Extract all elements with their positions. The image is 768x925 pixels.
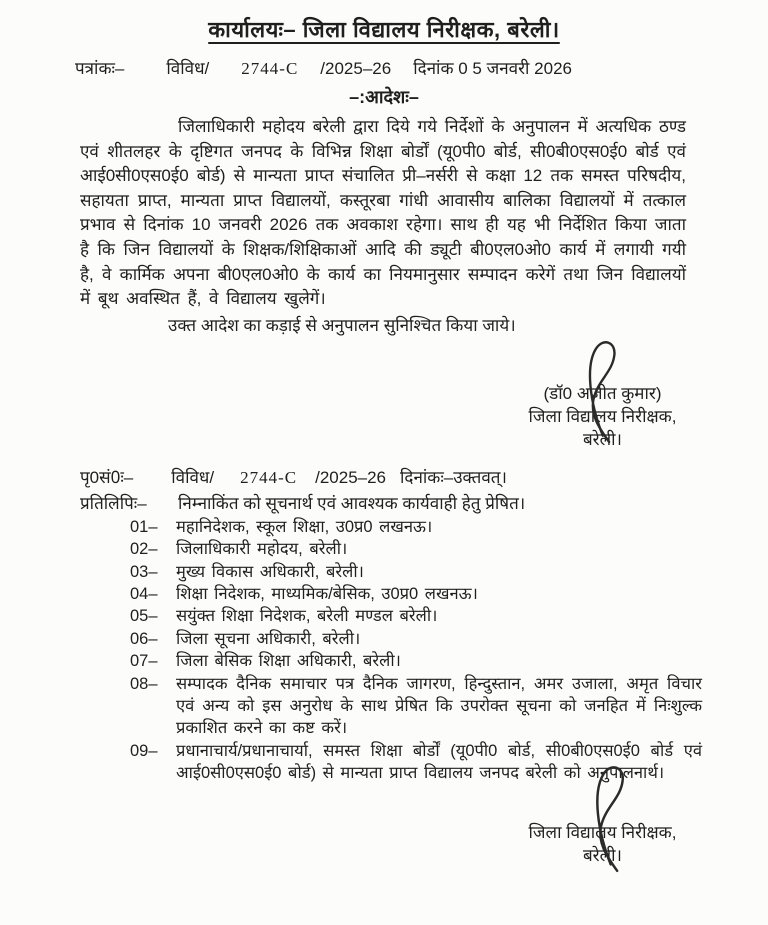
endorsement-label: पृ0सं0ः–: [80, 467, 134, 487]
letterhead-title: कार्यालयः– जिला विद्यालय निरीक्षक, बरेली।: [208, 17, 560, 42]
recipient-row: [130, 516, 702, 538]
recipient-text: प्रधानाचार्य/प्रधानाचार्या, समस्त शिक्षा बोर्डों (यू0पी0 बोर्ड, सी0बी0एस0ई0 बोर्ड एवं आई0सी0एस0ई0 बोर्ड) से मान्यता प्राप्त विद्यालय जनपद बरेली को अनुपालनार्थ।: [176, 741, 702, 783]
copy-text: निम्नाकिंत को सूचनार्थ एवं आवश्यक कार्यवाही हेतु प्रेषित।: [178, 493, 526, 513]
recipient-row: [130, 583, 702, 605]
compliance-line: उक्त आदेश का कड़ाई से अनुपालन सुनिश्चित किया जाये।: [168, 315, 516, 335]
recipient-row: [130, 673, 702, 740]
recipient-number: 01–: [130, 517, 158, 536]
reference-date: दिनांक 0 5 जनवरी 2026: [413, 59, 572, 78]
order-heading: –:आदेशः–: [349, 87, 419, 107]
endorsement-series: विविध/: [171, 467, 215, 487]
recipient-row: [130, 628, 702, 650]
reference-series: विविध/: [166, 59, 210, 78]
endorsement-session: /2025–26: [315, 467, 387, 487]
recipient-text: सयुंक्त शिक्षा निदेशक, बरेली मण्डल बरेली।: [176, 607, 438, 626]
recipient-number: 07–: [130, 652, 158, 671]
endorsement-date: दिनांकः–उक्तवत्।: [400, 467, 507, 487]
recipient-text: मुख्य विकास अधिकारी, बरेली।: [176, 562, 364, 581]
recipient-number: 04–: [130, 584, 158, 603]
recipient-row: [130, 561, 702, 583]
copy-line: [80, 491, 768, 514]
recipient-row: [130, 538, 702, 560]
recipient-text: जिला बेसिक शिक्षा अधिकारी, बरेली।: [176, 652, 401, 671]
copy-label: प्रतिलिपिः–: [80, 493, 147, 513]
recipient-text: सम्पादक दैनिक समाचार पत्र दैनिक जागरण, हिन्दुस्तान, अमर उजाला, अमृत विचार एवं अन्य को इस अनुरोध के साथ प्रेषित कि उपरोक्त सूचना को जनहित में निःशुल्क प्रकाशित करने का कष्ट करें।: [176, 674, 702, 738]
signatory-place: बरेली।: [582, 845, 623, 865]
recipient-row: [130, 740, 702, 785]
recipient-number: 06–: [130, 629, 158, 648]
recipient-text: महानिदेशक, स्कूल शिक्षा, उ0प्र0 लखनऊ।: [176, 517, 433, 536]
recipient-text: जिलाधिकारी महोदय, बरेली।: [176, 540, 348, 559]
recipient-row: [130, 605, 702, 627]
endorsement-number: 2744-C: [240, 467, 298, 487]
reference-line: [75, 56, 768, 79]
signatory-designation: जिला विद्यालय निरीक्षक,: [528, 406, 677, 426]
signatory-name: (डॉ0 अजीत कुमार): [543, 383, 662, 403]
signature-block-officer: [485, 382, 720, 451]
signatory-place: बरेली।: [582, 429, 623, 449]
recipient-number: 08–: [130, 674, 158, 693]
recipient-number: 05–: [130, 607, 158, 626]
signature-block-footer: [485, 821, 720, 867]
order-paragraph: जिलाधिकारी महोदय बरेली द्वारा दिये गये निर्देशों के अनुपालन में अत्यधिक ठण्ड एवं शीतलहर के दृष्टिगत जनपद के विभिन्न शिक्षा बोर्डों (यू0पी0 बोर्ड, सी0बी0एस0ई0 बोर्ड एवं आई0सी0एस0ई0 बोर्ड) से मान्यता प्राप्त संचालित प्री–नर्सरी से कक्षा 12 तक समस्त परिषदीय, सहायता प्राप्त, मान्यता प्राप्त विद्यालयों, कस्तूरबा गांधी आवासीय बालिका विद्यालयों में तत्काल प्रभाव से दिनांक 10 जनवरी 2026 तक अवकाश रहेगा। साथ ही यह भी निर्देशित किया जाता है कि जिन विद्यालयों के शिक्षक/शिक्षिकाओं आदि की ड्यूटी बी0एल0ओ0 कार्य में लगायी गयी है, वे कार्मिक अपना बी0एल0ओ0 के कार्य का नियमानुसार सम्पादन करेगें तथा जिन विद्यालयों में बूथ अवस्थित हैं, वे विद्यालय खुलेगें।: [80, 117, 686, 309]
recipients-list: [130, 516, 702, 785]
endorsement-line: [80, 465, 768, 488]
recipient-number: 09–: [130, 741, 158, 760]
recipient-number: 03–: [130, 562, 158, 581]
reference-number: 2744-C: [241, 59, 299, 78]
recipient-text: जिला सूचना अधिकारी, बरेली।: [176, 629, 361, 648]
signatory-designation: जिला विद्यालय निरीक्षक,: [528, 822, 677, 842]
recipient-row: [130, 650, 702, 672]
reference-session: /2025–26: [320, 59, 392, 78]
recipient-text: शिक्षा निदेशक, माध्यमिक/बेसिक, उ0प्र0 लखनऊ।: [176, 584, 478, 603]
recipient-number: 02–: [130, 540, 158, 559]
reference-label: पत्रांकः–: [75, 59, 125, 78]
